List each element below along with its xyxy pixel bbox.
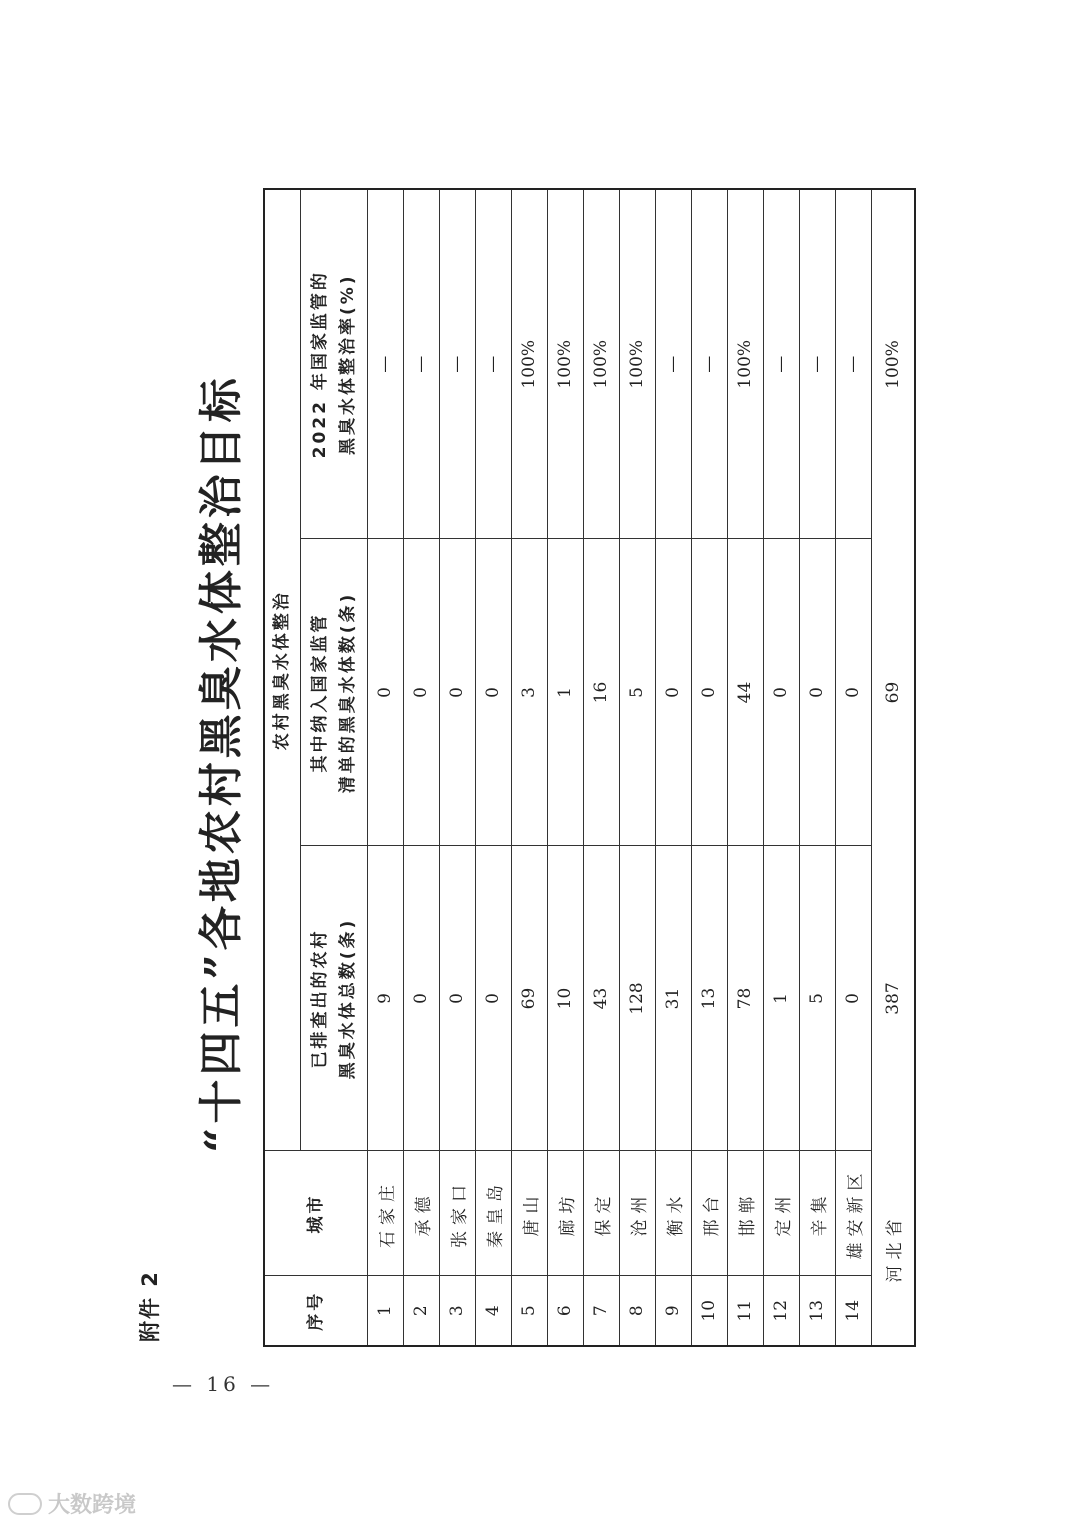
cell-total: 0 [475, 846, 511, 1151]
cell-total: 69 [511, 846, 547, 1151]
cell-total: 1 [763, 846, 799, 1151]
cell-rate: 100% [727, 189, 763, 539]
cell-rate: — [403, 189, 439, 539]
cell-city: 秦皇岛 [475, 1151, 511, 1276]
cell-seq: 4 [475, 1276, 511, 1346]
cell-national: 0 [799, 539, 835, 846]
cell-national: 1 [547, 539, 583, 846]
cell-seq: 1 [367, 1276, 403, 1346]
cell-city: 衡水 [655, 1151, 691, 1276]
table-row [439, 189, 475, 1346]
header-seq: 序号 [264, 1276, 367, 1346]
cell-national: 3 [511, 539, 547, 846]
total-label: 河北省 [871, 1151, 915, 1346]
cell-rate: — [763, 189, 799, 539]
targets-table [263, 188, 916, 1347]
cell-total: 5 [799, 846, 835, 1151]
header-city: 城市 [264, 1151, 367, 1276]
cell-seq: 13 [799, 1276, 835, 1346]
watermark [8, 1488, 136, 1519]
table-row [511, 189, 547, 1346]
table-row [583, 189, 619, 1346]
cell-city: 定州 [763, 1151, 799, 1276]
cell-rate: — [475, 189, 511, 539]
table-row [547, 189, 583, 1346]
cell-seq: 5 [511, 1276, 547, 1346]
cell-city: 邯郸 [727, 1151, 763, 1276]
cell-city: 石家庄 [367, 1151, 403, 1276]
header-national-line1: 其中纳入国家监管 [309, 612, 330, 773]
table-row [763, 189, 799, 1346]
page-number: — 16 — [172, 1372, 275, 1396]
header-total-line2: 黑臭水体总数(条) [337, 917, 358, 1080]
cell-national: 0 [367, 539, 403, 846]
cell-city: 保定 [583, 1151, 619, 1276]
cell-rate: — [655, 189, 691, 539]
cell-national: 0 [691, 539, 727, 846]
cell-rate: 100% [583, 189, 619, 539]
cell-city: 沧州 [619, 1151, 655, 1276]
cell-seq: 2 [403, 1276, 439, 1346]
header-national [300, 539, 367, 846]
cell-seq: 6 [547, 1276, 583, 1346]
header-national-line2: 清单的黑臭水体数(条) [337, 591, 358, 794]
header-total [300, 846, 367, 1151]
page-title: “十四五”各地农村黑臭水体整治目标 [196, 374, 247, 1153]
table-row [799, 189, 835, 1346]
table-row [475, 189, 511, 1346]
cell-total: 0 [835, 846, 871, 1151]
header-rate-line1: 2022 年国家监管的 [309, 270, 330, 459]
cell-rate: — [691, 189, 727, 539]
header-rate [300, 189, 367, 539]
cell-seq: 3 [439, 1276, 475, 1346]
cell-national: 0 [403, 539, 439, 846]
cell-national: 0 [439, 539, 475, 846]
cell-rate: — [367, 189, 403, 539]
cell-city: 张家口 [439, 1151, 475, 1276]
cell-rate: 100% [547, 189, 583, 539]
cell-national: 16 [583, 539, 619, 846]
header-group: 农村黑臭水体整治 [264, 189, 300, 1151]
cell-seq: 8 [619, 1276, 655, 1346]
table-row [691, 189, 727, 1346]
cell-seq: 9 [655, 1276, 691, 1346]
cell-national: 0 [763, 539, 799, 846]
table-body [367, 189, 915, 1346]
table-row [727, 189, 763, 1346]
cell-national: 0 [835, 539, 871, 846]
cell-total: 0 [403, 846, 439, 1151]
cell-total: 43 [583, 846, 619, 1151]
cell-city: 廊坊 [547, 1151, 583, 1276]
cell-city: 承德 [403, 1151, 439, 1276]
header-total-line1: 已排查出的农村 [309, 928, 330, 1069]
total-total: 387 [871, 846, 915, 1151]
total-rate: 100% [871, 189, 915, 539]
annex-label: 附件 2 [138, 1270, 162, 1342]
table-row [403, 189, 439, 1346]
cell-seq: 11 [727, 1276, 763, 1346]
total-row [871, 189, 915, 1346]
table-row [619, 189, 655, 1346]
cell-rate: 100% [511, 189, 547, 539]
table-row [367, 189, 403, 1346]
cell-seq: 10 [691, 1276, 727, 1346]
total-national: 69 [871, 539, 915, 846]
cell-rate: — [835, 189, 871, 539]
cell-city: 雄安新区 [835, 1151, 871, 1276]
cell-city: 唐山 [511, 1151, 547, 1276]
table-row [655, 189, 691, 1346]
cell-total: 13 [691, 846, 727, 1151]
watermark-logo-icon [8, 1493, 42, 1515]
cell-seq: 14 [835, 1276, 871, 1346]
cell-seq: 12 [763, 1276, 799, 1346]
cell-total: 0 [439, 846, 475, 1151]
cell-city: 辛集 [799, 1151, 835, 1276]
cell-total: 78 [727, 846, 763, 1151]
cell-total: 128 [619, 846, 655, 1151]
cell-rate: — [439, 189, 475, 539]
cell-total: 9 [367, 846, 403, 1151]
table-row [835, 189, 871, 1346]
cell-seq: 7 [583, 1276, 619, 1346]
cell-national: 5 [619, 539, 655, 846]
cell-total: 10 [547, 846, 583, 1151]
cell-rate: 100% [619, 189, 655, 539]
header-rate-line2: 黑臭水体整治率(%) [337, 273, 358, 456]
cell-national: 0 [475, 539, 511, 846]
cell-rate: — [799, 189, 835, 539]
cell-total: 31 [655, 846, 691, 1151]
cell-national: 44 [727, 539, 763, 846]
cell-city: 邢台 [691, 1151, 727, 1276]
watermark-text: 大数跨境 [48, 1493, 137, 1518]
cell-national: 0 [655, 539, 691, 846]
